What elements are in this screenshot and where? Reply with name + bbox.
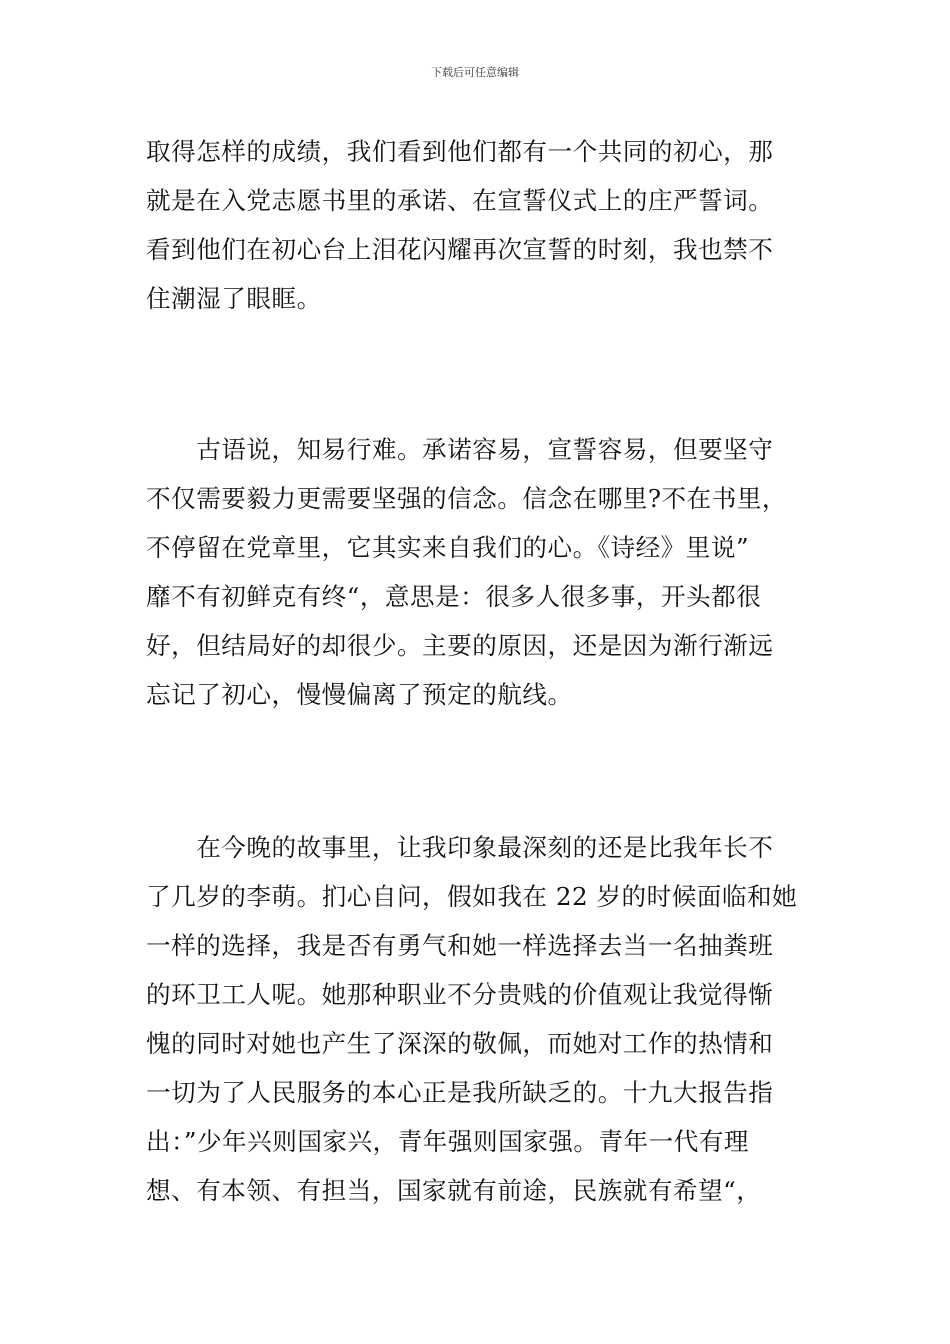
paragraph-1 — [146, 127, 810, 323]
paragraph-line: 取得怎样的成绩，我们看到他们都有一个共同的初心，那 — [146, 137, 774, 166]
paragraph-line: 一切为了人民服务的本心正是我所缺乏的。十九大报告指 — [146, 1078, 774, 1107]
paragraph-line: 古语说，知易行难。承诺容易，宣誓容易，但要坚守 — [146, 435, 774, 464]
paragraph-line: 住潮湿了眼眶。 — [146, 284, 322, 313]
paragraph-line: 好，但结局好的却很少。主要的原因，还是因为渐行渐远 — [146, 631, 774, 660]
page-header: 下载后可任意编辑 — [431, 66, 519, 79]
paragraph-line: 就是在入党志愿书里的承诺、在宣誓仪式上的庄严誓词。 — [146, 186, 774, 215]
paragraph-line: 一样的选择，我是否有勇气和她一样选择去当一名抽粪班 — [146, 931, 774, 960]
paragraph-line: 看到他们在初心台上泪花闪耀再次宣誓的时刻，我也禁不 — [146, 235, 774, 264]
paragraph-line: 的环卫工人呢。她那种职业不分贵贱的价值观让我觉得惭 — [146, 980, 774, 1009]
paragraph-line: 想、有本领、有担当，国家就有前途，民族就有希望“， — [146, 1176, 762, 1205]
paragraph-3 — [146, 823, 810, 1215]
paragraph-line: 不停留在党章里，它其实来自我们的心。《诗经》里说” — [146, 533, 750, 562]
paragraph-line: 不仅需要毅力更需要坚强的信念。信念在哪里?不在书里， — [146, 484, 788, 513]
paragraph-line: 出：”少年兴则国家兴，青年强则国家强。青年一代有理 — [146, 1127, 750, 1156]
paragraph-line: 在今晚的故事里，让我印象最深刻的还是比我年长不 — [146, 833, 774, 862]
paragraph-line: 愧的同时对她也产生了深深的敬佩，而她对工作的热情和 — [146, 1029, 774, 1058]
paragraph-line: 了几岁的李萌。扪心自问，假如我在 22 岁的时候面临和她 — [146, 882, 798, 911]
paragraph-line: 靡不有初鲜克有终“，意思是：很多人很多事，开头都很 — [146, 582, 762, 611]
paragraph-2 — [146, 425, 810, 719]
paragraph-line: 忘记了初心，慢慢偏离了预定的航线。 — [146, 680, 573, 709]
